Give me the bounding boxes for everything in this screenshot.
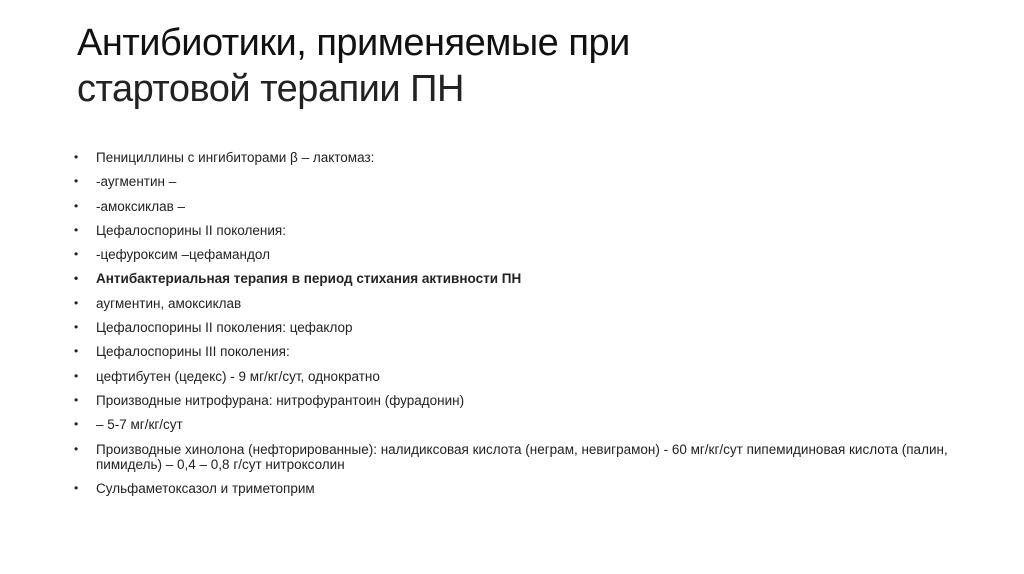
bullet-icon: •: [74, 441, 79, 456]
list-item-text: Цефалоспорины III поколения:: [96, 344, 290, 360]
list-item: [72, 247, 952, 262]
list-item: [72, 442, 952, 472]
list-item-text: Антибактериальная терапия в период стихания активности ПН: [96, 271, 522, 287]
list-item: [72, 369, 952, 384]
list-item-text: Сульфаметоксазол и триметоприм: [96, 480, 315, 496]
list-item-text: -цефуроксим –цефамандол: [96, 247, 270, 263]
bullet-icon: •: [74, 174, 79, 189]
list-item: [72, 174, 952, 189]
list-item: [72, 344, 952, 359]
slide-title: [77, 20, 957, 112]
list-item: [72, 296, 952, 311]
list-item: [72, 150, 952, 165]
bullet-list: [72, 150, 952, 505]
bullet-icon: •: [74, 368, 79, 383]
list-item: [72, 393, 952, 408]
list-item-text: -аугментин –: [96, 174, 177, 190]
list-item-text: Производные нитрофурана: нитрофурантоин (фурадонин): [96, 392, 465, 408]
bullet-icon: •: [74, 480, 79, 495]
list-item: [72, 199, 952, 214]
list-item-text: -амоксиклав –: [96, 198, 186, 214]
list-item: [72, 417, 952, 432]
bullet-icon: •: [74, 150, 79, 164]
bullet-icon: •: [74, 247, 79, 262]
bullet-icon: •: [74, 295, 79, 310]
bullet-icon: •: [74, 198, 79, 213]
list-item-text: Цефалоспорины II поколения: цефаклор: [96, 320, 353, 336]
list-item-heading: [72, 271, 952, 286]
bullet-icon: •: [74, 417, 79, 432]
list-item: [72, 481, 952, 496]
bullet-icon: •: [74, 320, 79, 335]
list-item-text: Цефалоспорины II поколения:: [96, 222, 286, 238]
list-item-text: аугментин, амоксиклав: [96, 295, 242, 311]
list-item-text: цефтибутен (цедекс) - 9 мг/кг/сут, однократно: [96, 368, 380, 384]
slide-title-line-2: стартовой терапии ПН: [77, 68, 464, 110]
list-item: [72, 223, 952, 238]
bullet-icon: •: [74, 392, 79, 407]
list-item-text: Пенициллины с ингибиторами β – лактомаз:: [96, 150, 375, 165]
slide-title-line-1: Антибиотики, применяемые при: [77, 22, 630, 64]
bullet-icon: •: [74, 271, 79, 286]
bullet-icon: •: [74, 222, 79, 237]
list-item-text: Производные хинолона (нефторированные): налидиксовая кислота (неграм, невиграмон) - 60 мг/кг/сут пипемидиновая кислота (палин, пимидель) – 0,4 – 0,8 г/сут нитроксолин: [96, 441, 948, 472]
list-item-text: – 5-7 мг/кг/сут: [96, 417, 183, 433]
bullet-icon: •: [74, 344, 79, 359]
list-item: [72, 320, 952, 335]
